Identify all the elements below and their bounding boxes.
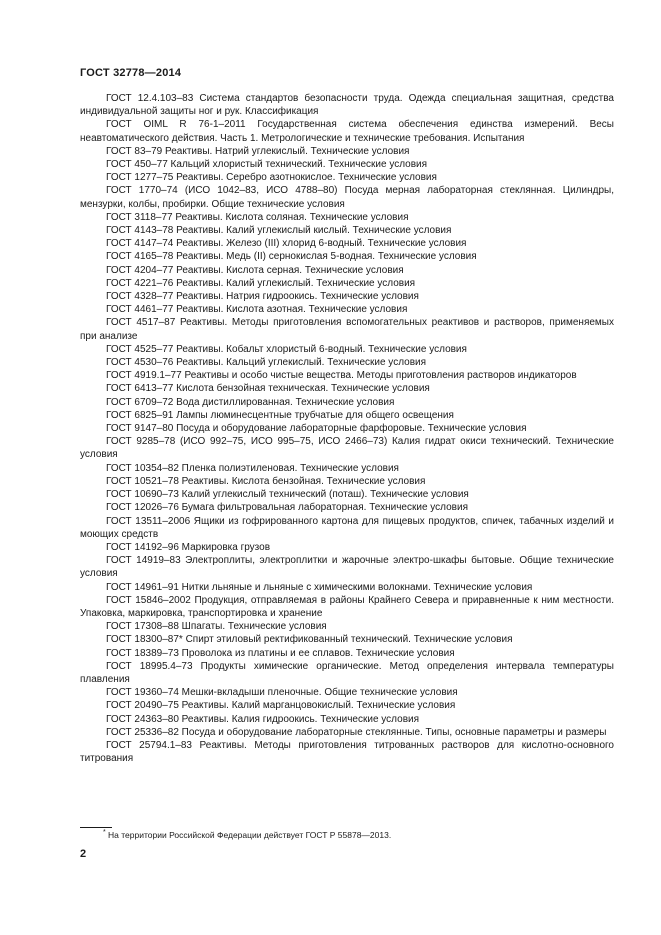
document-header: ГОСТ 32778—2014 (80, 67, 182, 79)
reference-item: ГОСТ 10354–82 Пленка полиэтиленовая. Технические условия (106, 462, 399, 474)
reference-item: ГОСТ 4147–74 Реактивы. Железо (III) хлорид 6-водный. Технические условия (106, 238, 467, 250)
reference-item: ГОСТ 6709–72 Вода дистиллированная. Технические условия (106, 396, 395, 408)
reference-item: ГОСТ 20490–75 Реактивы. Калий марганцовокислый. Технические условия (106, 700, 456, 712)
reference-item: ГОСТ 24363–80 Реактивы. Калия гидроокись. Технические условия (106, 713, 420, 725)
reference-item: ГОСТ 4525–77 Реактивы. Кобальт хлористый 6-водный. Технические условия (106, 343, 467, 355)
reference-item: ГОСТ 4919.1–77 Реактивы и особо чистые вещества. Методы приготовления растворов индикаторов (106, 370, 577, 382)
reference-item: ГОСТ 4165–78 Реактивы. Медь (II) сернокислая 5-водная. Технические условия (106, 251, 477, 263)
reference-item: ГОСТ 18389–73 Проволока из платины и ее сплавов. Технические условия (106, 647, 455, 659)
reference-item: ГОСТ 9147–80 Посуда и оборудование лабораторные фарфоровые. Технические условия (106, 423, 527, 435)
footnote (103, 829, 392, 841)
reference-item: ГОСТ 1277–75 Реактивы. Серебро азотнокислое. Технические условия (106, 172, 437, 184)
reference-item: ГОСТ 1770–74 (ИСО 1042–83, ИСО 4788–80) Посуда мерная лабораторная стеклянная. Цилиндры, мензурки, колбы, пробирки. Общие технические условия (80, 185, 614, 210)
reference-item: ГОСТ 4221–76 Реактивы. Калий углекислый. Технические условия (106, 277, 416, 289)
reference-item: ГОСТ 14919–83 Электроплиты, электроплитки и жарочные электро-шкафы бытовые. Общие технические условия (80, 555, 614, 580)
reference-item: ГОСТ 14192–96 Маркировка грузов (106, 541, 271, 553)
reference-item: ГОСТ 4517–87 Реактивы. Методы приготовления вспомогательных реактивов и растворов, применяемых при анализе (80, 317, 614, 342)
reference-item: ГОСТ 450–77 Кальций хлористый технический. Технические условия (106, 159, 428, 171)
reference-item: ГОСТ 14961–91 Нитки льняные и льняные с химическими волокнами. Технические условия (106, 581, 533, 593)
reference-item: ГОСТ 83–79 Реактивы. Натрий углекислый. Технические условия (106, 145, 410, 157)
normative-references-list (80, 92, 614, 765)
reference-item: ГОСТ 17308–88 Шпагаты. Технические условия (106, 621, 327, 633)
reference-item: ГОСТ 15846–2002 Продукция, отправляемая в районы Крайнего Севера и приравненные к ним местности. Упаковка, маркировка, транспортировка и хранение (80, 594, 614, 619)
reference-item: ГОСТ 12026–76 Бумага фильтровальная лабораторная. Технические условия (106, 502, 468, 514)
reference-item: ГОСТ 4143–78 Реактивы. Калий углекислый кислый. Технические условия (106, 225, 452, 237)
reference-item: ГОСТ 4328–77 Реактивы. Натрия гидроокись. Технические условия (106, 291, 419, 303)
reference-item: ГОСТ 25336–82 Посуда и оборудование лабораторные стеклянные. Типы, основные параметры и размеры (106, 726, 607, 738)
footnote-divider (80, 827, 112, 828)
reference-item: ГОСТ OIML R 76-1–2011 Государственная система обеспечения единства измерений. Весы неавтоматического действия. Часть 1. Метрологические и технические требования. Испытания (80, 119, 614, 144)
reference-item: ГОСТ 12.4.103–83 Система стандартов безопасности труда. Одежда специальная защитная, средства индивидуальной защиты ног и рук. Классификация (80, 93, 614, 118)
reference-item: ГОСТ 18300–87* Спирт этиловый ректификованный технический. Технические условия (106, 634, 513, 646)
reference-item: ГОСТ 18995.4–73 Продукты химические органические. Метод определения интервала температуры плавления (80, 660, 614, 685)
reference-item: ГОСТ 4461–77 Реактивы. Кислота азотная. Технические условия (106, 304, 408, 316)
reference-item: ГОСТ 25794.1–83 Реактивы. Методы приготовления титрованных растворов для кислотно-основного титрования (80, 739, 614, 765)
reference-item: ГОСТ 6825–91 Лампы люминесцентные трубчатые для общего освещения (106, 409, 454, 421)
reference-item: ГОСТ 4530–76 Реактивы. Кальций углекислый. Технические условия (106, 357, 427, 369)
reference-item: ГОСТ 19360–74 Мешки-вкладыши пленочные. Общие технические условия (106, 687, 458, 699)
reference-item: ГОСТ 10521–78 Реактивы. Кислота бензойная. Технические условия (106, 475, 426, 487)
page-number: 2 (80, 848, 87, 860)
reference-item: ГОСТ 9285–78 (ИСО 992–75, ИСО 995–75, ИСО 2466–73) Калия гидрат окиси технический. Технические условия (80, 436, 614, 461)
reference-item: ГОСТ 13511–2006 Ящики из гофрированного картона для пищевых продуктов, спичек, табачных изделий и моющих средств (80, 515, 614, 540)
reference-item: ГОСТ 10690–73 Калий углекислый технический (поташ). Технические условия (106, 489, 469, 501)
reference-item: ГОСТ 6413–77 Кислота бензойная техническая. Технические условия (106, 383, 430, 395)
footnote-text: На территории Российской Федерации действует ГОСТ Р 55878—2013. (108, 830, 392, 840)
reference-item: ГОСТ 3118–77 Реактивы. Кислота соляная. Технические условия (106, 211, 409, 223)
footnote-mark: * (103, 829, 106, 836)
reference-item: ГОСТ 4204–77 Реактивы. Кислота серная. Технические условия (106, 264, 404, 276)
